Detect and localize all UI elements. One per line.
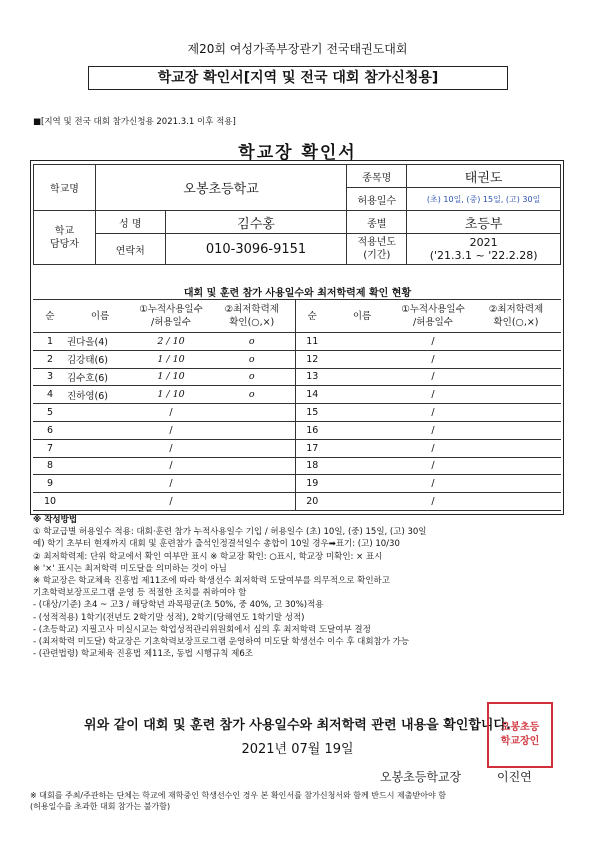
- allow-label: 허용일수: [347, 188, 407, 211]
- row-name: [67, 404, 133, 422]
- instruction-line: ※ '×' 표시는 최저학력 미도달을 의미하는 것이 아님: [33, 563, 227, 574]
- row-acad: [209, 421, 295, 439]
- row-name: [329, 421, 395, 439]
- row-acad: [209, 475, 295, 493]
- year-value: 2021 ('21.3.1 ~ '22.2.28): [407, 234, 561, 265]
- row-name: [67, 457, 133, 475]
- row-name: [67, 493, 133, 511]
- table-row: [33, 439, 561, 457]
- instruction-line: - (초등학교) 지필고사 미실시교는 학업성적관리위원회에서 심의 후 최저학력 도달여부 결정: [33, 624, 371, 635]
- row-name: [329, 404, 395, 422]
- instructions: [33, 514, 563, 660]
- row-days: /: [133, 439, 209, 457]
- event-header: 제20회 여성가족부장관기 전국태권도대회: [187, 42, 408, 56]
- row-name: [329, 350, 395, 368]
- row-no: 5: [33, 404, 67, 422]
- row-days: /: [395, 404, 471, 422]
- instruction-line: ※ 학교장은 학교체육 진흥법 제11조에 따라 학생선수 최저학력 도달여부를 의무적으로 확인하고: [33, 576, 390, 587]
- row-no: 15: [295, 404, 329, 422]
- row-days: /: [395, 368, 471, 386]
- school-signature: 오봉초등학교장: [380, 770, 462, 784]
- row-days: 1 / 10: [133, 350, 209, 368]
- row-name: 진하영(6): [67, 386, 133, 404]
- row-acad: o: [209, 350, 295, 368]
- row-acad: [471, 457, 561, 475]
- table-row: [33, 386, 561, 404]
- row-name: [67, 475, 133, 493]
- row-days: /: [133, 457, 209, 475]
- row-days: /: [395, 493, 471, 511]
- table-row: [33, 475, 561, 493]
- row-no: 10: [33, 493, 67, 511]
- row-no: 12: [295, 350, 329, 368]
- row-acad: [209, 439, 295, 457]
- official-seal-stamp: 오봉초등 학교장인: [487, 702, 553, 768]
- row-acad: o: [209, 333, 295, 351]
- row-name: [67, 439, 133, 457]
- section-title: 대회 및 훈련 참가 사용일수와 최저학력제 확인 현황: [183, 288, 412, 299]
- row-no: 16: [295, 421, 329, 439]
- col-days-right: ①누적사용일수 /허용일수: [395, 300, 471, 333]
- row-days: /: [395, 386, 471, 404]
- table-row: [33, 404, 561, 422]
- year-label: 적용년도 (기간): [347, 234, 407, 265]
- row-no: 9: [33, 475, 67, 493]
- row-acad: [471, 386, 561, 404]
- table-row: [33, 457, 561, 475]
- row-days: /: [395, 457, 471, 475]
- footnote-line: ※ 대회를 주최/주관하는 단체는 학교에 재학중인 학생선수인 경우 본 확인서를 참가신청서와 함께 반드시 제출받아야 함: [30, 791, 446, 800]
- row-no: 2: [33, 350, 67, 368]
- row-days: /: [133, 404, 209, 422]
- row-days: 2 / 10: [133, 333, 209, 351]
- info-table: [33, 164, 561, 265]
- row-days: /: [395, 350, 471, 368]
- col-acad-left: ②최저학력제 확인(○,×): [209, 300, 295, 333]
- event-value: 태권도: [407, 165, 561, 188]
- row-name: [329, 386, 395, 404]
- row-name: [329, 368, 395, 386]
- row-no: 19: [295, 475, 329, 493]
- sign-date: 2021년 07월 19일: [241, 742, 354, 757]
- row-days: /: [133, 493, 209, 511]
- table-row: [33, 333, 561, 351]
- col-name-left: 이름: [67, 300, 133, 333]
- table-row: [33, 368, 561, 386]
- row-no: 1: [33, 333, 67, 351]
- row-acad: [209, 493, 295, 511]
- contact-label: 연락처: [95, 234, 165, 265]
- row-no: 20: [295, 493, 329, 511]
- row-name: [329, 475, 395, 493]
- row-no: 7: [33, 439, 67, 457]
- footnote-line: (허용일수를 초과한 대회 참가는 불가함): [30, 802, 171, 811]
- row-days: /: [395, 421, 471, 439]
- row-no: 3: [33, 368, 67, 386]
- row-name: [329, 493, 395, 511]
- col-acad-right: ②최저학력제 확인(○,×): [471, 300, 561, 333]
- instruction-line: 예) 학기 초부터 현재까지 대회 및 훈련참가 출석인정결석일수 총합이 10일 경우➡표기: (고) 10/30: [33, 539, 400, 550]
- row-days: /: [133, 421, 209, 439]
- instruction-line: - (성적적용) 1학기(전년도 2학기말 성적), 2학기(당해연도 1학기말 성적): [33, 612, 305, 623]
- row-acad: o: [209, 386, 295, 404]
- class-label: 종별: [347, 211, 407, 234]
- allow-value: (초) 10일, (중) 15일, (고) 30일: [407, 188, 561, 211]
- row-days: /: [395, 439, 471, 457]
- roster-table: [33, 299, 561, 511]
- row-acad: [209, 457, 295, 475]
- row-acad: [471, 493, 561, 511]
- class-value: 초등부: [407, 211, 561, 234]
- row-name: 권다올(4): [67, 333, 133, 351]
- row-acad: o: [209, 368, 295, 386]
- row-days: /: [395, 333, 471, 351]
- col-days-left: ①누적사용일수 /허용일수: [133, 300, 209, 333]
- row-days: /: [133, 475, 209, 493]
- name-value: 김수홍: [165, 211, 347, 234]
- row-no: 18: [295, 457, 329, 475]
- row-no: 8: [33, 457, 67, 475]
- instruction-line: ① 학교급별 허용일수 적용: 대회·훈련 참가 누적사용일수 기입 / 허용일수 (초) 10일, (중) 15일, (고) 30일: [33, 527, 427, 538]
- row-days: /: [395, 475, 471, 493]
- row-days: 1 / 10: [133, 386, 209, 404]
- row-no: 4: [33, 386, 67, 404]
- table-row: [33, 421, 561, 439]
- applicability-note: ■[지역 및 전국 대회 참가신청용 2021.3.1 이후 적용]: [33, 117, 236, 127]
- instruction-line: 기초학력보장프로그램 운영 등 적절한 조치를 취하여야 함: [33, 588, 247, 599]
- row-acad: [471, 368, 561, 386]
- row-acad: [471, 333, 561, 351]
- row-acad: [471, 404, 561, 422]
- row-days: 1 / 10: [133, 368, 209, 386]
- row-name: [329, 457, 395, 475]
- row-no: 14: [295, 386, 329, 404]
- row-acad: [471, 350, 561, 368]
- confirm-statement: 위와 같이 대회 및 훈련 참가 사용일수와 최저학력 관련 내용을 확인합니다.: [84, 718, 511, 733]
- instruction-line: - (대상/기준) 초4 ~ 고3 / 해당학년 과목평균(초 50%, 중 40%, 고 30%)적용: [33, 600, 324, 611]
- row-name: [329, 439, 395, 457]
- table-row: [33, 493, 561, 511]
- row-acad: [471, 475, 561, 493]
- table-row: [33, 350, 561, 368]
- form-title-box: 학교장 확인서[지역 및 전국 대회 참가신청용]: [88, 66, 508, 90]
- name-label: 성 명: [95, 211, 165, 234]
- row-no: 13: [295, 368, 329, 386]
- instruction-line: - (최저학력 미도달) 학교장은 기초학력보장프로그램 운영하여 미도달 학생선수 이수 후 대회참가 가능: [33, 637, 410, 648]
- row-name: [67, 421, 133, 439]
- row-no: 6: [33, 421, 67, 439]
- row-acad: [471, 421, 561, 439]
- col-name-right: 이름: [329, 300, 395, 333]
- page-title: 학교장 확인서: [238, 143, 357, 163]
- row-acad: [471, 439, 561, 457]
- principal-name: 이진연: [497, 770, 532, 784]
- manager-label: 학교 담당자: [34, 211, 96, 265]
- instruction-line: ② 최저학력제: 단위 학교에서 확인 여부만 표시 ※ 학교장 확인: ○표시, 학교장 미확인: × 표시: [33, 551, 383, 562]
- school-value: 오봉초등학교: [95, 165, 346, 211]
- footnote: [30, 790, 570, 812]
- col-no-right: 순: [295, 300, 329, 333]
- event-label: 종목명: [347, 165, 407, 188]
- contact-value: 010-3096-9151: [165, 234, 347, 265]
- instruction-line: - (관련법령) 학교체육 진흥법 제11조, 동법 시행규칙 제6조: [33, 649, 253, 660]
- col-no-left: 순: [33, 300, 67, 333]
- row-no: 17: [295, 439, 329, 457]
- school-label: 학교명: [34, 165, 96, 211]
- row-name: 김강태(6): [67, 350, 133, 368]
- row-name: [329, 333, 395, 351]
- instruction-line: ※ 작성방법: [33, 515, 78, 525]
- row-acad: [209, 404, 295, 422]
- row-no: 11: [295, 333, 329, 351]
- row-name: 김수호(6): [67, 368, 133, 386]
